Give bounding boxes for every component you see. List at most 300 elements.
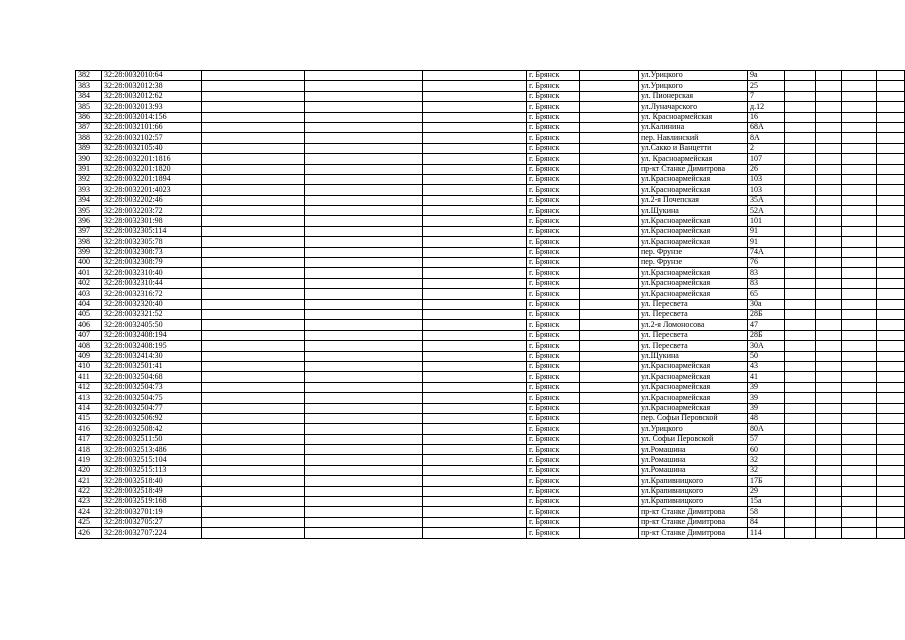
house-number-cell: 103 xyxy=(748,185,785,195)
empty-cell xyxy=(202,206,305,216)
empty-cell xyxy=(305,528,423,538)
empty-cell xyxy=(580,507,639,517)
city-cell: г. Брянск xyxy=(527,393,580,403)
cadastral-number-cell: 32:28:0032013:93 xyxy=(102,102,202,112)
empty-cell xyxy=(785,361,816,371)
city-cell: г. Брянск xyxy=(527,237,580,247)
house-number-cell: 48 xyxy=(748,413,785,423)
empty-cell xyxy=(423,247,527,257)
empty-cell xyxy=(580,299,639,309)
house-number-cell: 76 xyxy=(748,258,785,268)
city-cell: г. Брянск xyxy=(527,403,580,413)
street-cell: ул.Урицкого xyxy=(639,71,748,81)
table-row xyxy=(76,393,905,403)
row-number-cell: 397 xyxy=(76,226,102,236)
table-row xyxy=(76,81,905,91)
empty-cell xyxy=(423,330,527,340)
empty-cell xyxy=(305,403,423,413)
empty-cell xyxy=(202,289,305,299)
table-row xyxy=(76,309,905,319)
house-number-cell: 52А xyxy=(748,206,785,216)
row-number-cell: 425 xyxy=(76,517,102,527)
table-row xyxy=(76,289,905,299)
empty-cell xyxy=(580,393,639,403)
city-cell: г. Брянск xyxy=(527,206,580,216)
empty-cell xyxy=(202,268,305,278)
city-cell: г. Брянск xyxy=(527,154,580,164)
street-cell: ул.Красноармейская xyxy=(639,403,748,413)
empty-cell xyxy=(877,164,905,174)
city-cell: г. Брянск xyxy=(527,445,580,455)
table-row xyxy=(76,341,905,351)
empty-cell xyxy=(580,81,639,91)
city-cell: г. Брянск xyxy=(527,351,580,361)
row-number-cell: 400 xyxy=(76,258,102,268)
row-number-cell: 408 xyxy=(76,341,102,351)
empty-cell xyxy=(842,393,877,403)
city-cell: г. Брянск xyxy=(527,112,580,122)
city-cell: г. Брянск xyxy=(527,102,580,112)
empty-cell xyxy=(305,206,423,216)
empty-cell xyxy=(785,320,816,330)
house-number-cell: 32 xyxy=(748,455,785,465)
empty-cell xyxy=(785,195,816,205)
empty-cell xyxy=(202,122,305,132)
empty-cell xyxy=(785,185,816,195)
empty-cell xyxy=(305,154,423,164)
table-row xyxy=(76,351,905,361)
empty-cell xyxy=(580,164,639,174)
empty-cell xyxy=(202,507,305,517)
house-number-cell: 47 xyxy=(748,320,785,330)
row-number-cell: 405 xyxy=(76,309,102,319)
empty-cell xyxy=(423,268,527,278)
empty-cell xyxy=(877,174,905,184)
row-number-cell: 386 xyxy=(76,112,102,122)
row-number-cell: 385 xyxy=(76,102,102,112)
empty-cell xyxy=(785,393,816,403)
empty-cell xyxy=(785,486,816,496)
house-number-cell: 29 xyxy=(748,486,785,496)
cadastral-number-cell: 32:28:0032105:40 xyxy=(102,143,202,153)
empty-cell xyxy=(580,351,639,361)
empty-cell xyxy=(305,102,423,112)
empty-cell xyxy=(423,497,527,507)
cadastral-number-cell: 32:28:0032305:114 xyxy=(102,226,202,236)
empty-cell xyxy=(842,424,877,434)
empty-cell xyxy=(877,122,905,132)
empty-cell xyxy=(580,216,639,226)
empty-cell xyxy=(785,81,816,91)
empty-cell xyxy=(816,393,842,403)
empty-cell xyxy=(785,71,816,81)
empty-cell xyxy=(580,206,639,216)
empty-cell xyxy=(785,164,816,174)
empty-cell xyxy=(305,195,423,205)
street-cell: ул. Пересвета xyxy=(639,309,748,319)
table-row xyxy=(76,258,905,268)
empty-cell xyxy=(580,413,639,423)
table-row xyxy=(76,143,905,153)
city-cell: г. Брянск xyxy=(527,143,580,153)
empty-cell xyxy=(785,154,816,164)
empty-cell xyxy=(877,185,905,195)
empty-cell xyxy=(305,465,423,475)
table-row xyxy=(76,226,905,236)
street-cell: ул. Красноармейская xyxy=(639,112,748,122)
empty-cell xyxy=(785,216,816,226)
empty-cell xyxy=(842,486,877,496)
table-row xyxy=(76,299,905,309)
empty-cell xyxy=(816,330,842,340)
row-number-cell: 395 xyxy=(76,206,102,216)
table-row xyxy=(76,71,905,81)
empty-cell xyxy=(816,81,842,91)
empty-cell xyxy=(877,361,905,371)
empty-cell xyxy=(580,424,639,434)
empty-cell xyxy=(305,424,423,434)
house-number-cell: 68А xyxy=(748,122,785,132)
street-cell: ул. Софьи Перовской xyxy=(639,434,748,444)
cadastral-number-cell: 32:28:0032701:19 xyxy=(102,507,202,517)
house-number-cell: 43 xyxy=(748,361,785,371)
empty-cell xyxy=(816,102,842,112)
city-cell: г. Брянск xyxy=(527,216,580,226)
empty-cell xyxy=(842,309,877,319)
empty-cell xyxy=(816,507,842,517)
empty-cell xyxy=(202,216,305,226)
street-cell: ул.Ромашина xyxy=(639,465,748,475)
empty-cell xyxy=(305,247,423,257)
empty-cell xyxy=(580,226,639,236)
row-number-cell: 396 xyxy=(76,216,102,226)
empty-cell xyxy=(423,195,527,205)
row-number-cell: 392 xyxy=(76,174,102,184)
row-number-cell: 391 xyxy=(76,164,102,174)
row-number-cell: 398 xyxy=(76,237,102,247)
street-cell: ул. Пионерская xyxy=(639,91,748,101)
empty-cell xyxy=(842,434,877,444)
empty-cell xyxy=(305,445,423,455)
cadastral-number-cell: 32:28:0032201:1820 xyxy=(102,164,202,174)
empty-cell xyxy=(423,122,527,132)
empty-cell xyxy=(580,174,639,184)
table-row xyxy=(76,403,905,413)
empty-cell xyxy=(305,507,423,517)
registry-table xyxy=(75,70,905,539)
empty-cell xyxy=(816,289,842,299)
empty-cell xyxy=(816,258,842,268)
row-number-cell: 419 xyxy=(76,455,102,465)
empty-cell xyxy=(305,91,423,101)
empty-cell xyxy=(816,445,842,455)
empty-cell xyxy=(580,112,639,122)
cadastral-number-cell: 32:28:0032508:42 xyxy=(102,424,202,434)
table-row xyxy=(76,216,905,226)
cadastral-number-cell: 32:28:0032414:30 xyxy=(102,351,202,361)
empty-cell xyxy=(305,174,423,184)
empty-cell xyxy=(785,299,816,309)
row-number-cell: 402 xyxy=(76,278,102,288)
city-cell: г. Брянск xyxy=(527,174,580,184)
empty-cell xyxy=(580,309,639,319)
empty-cell xyxy=(877,465,905,475)
street-cell: ул.Красноармейская xyxy=(639,382,748,392)
empty-cell xyxy=(816,133,842,143)
cadastral-number-cell: 32:28:0032310:44 xyxy=(102,278,202,288)
empty-cell xyxy=(877,517,905,527)
street-cell: ул.Ромашина xyxy=(639,445,748,455)
table-row xyxy=(76,154,905,164)
empty-cell xyxy=(423,185,527,195)
empty-cell xyxy=(202,247,305,257)
street-cell: пер. Навлинский xyxy=(639,133,748,143)
city-cell: г. Брянск xyxy=(527,434,580,444)
empty-cell xyxy=(580,497,639,507)
empty-cell xyxy=(423,403,527,413)
empty-cell xyxy=(816,154,842,164)
empty-cell xyxy=(423,216,527,226)
street-cell: пер. Фрунзе xyxy=(639,258,748,268)
empty-cell xyxy=(785,133,816,143)
city-cell: г. Брянск xyxy=(527,122,580,132)
city-cell: г. Брянск xyxy=(527,278,580,288)
empty-cell xyxy=(816,517,842,527)
house-number-cell: 65 xyxy=(748,289,785,299)
table-row xyxy=(76,413,905,423)
table-row xyxy=(76,268,905,278)
empty-cell xyxy=(785,528,816,538)
document-sheet xyxy=(75,70,905,539)
empty-cell xyxy=(202,486,305,496)
empty-cell xyxy=(580,195,639,205)
street-cell: ул. Пересвета xyxy=(639,341,748,351)
empty-cell xyxy=(785,247,816,257)
cadastral-number-cell: 32:28:0032308:79 xyxy=(102,258,202,268)
empty-cell xyxy=(202,226,305,236)
empty-cell xyxy=(423,112,527,122)
row-number-cell: 394 xyxy=(76,195,102,205)
empty-cell xyxy=(785,403,816,413)
empty-cell xyxy=(305,278,423,288)
empty-cell xyxy=(423,372,527,382)
empty-cell xyxy=(877,351,905,361)
empty-cell xyxy=(423,351,527,361)
row-number-cell: 421 xyxy=(76,476,102,486)
city-cell: г. Брянск xyxy=(527,497,580,507)
cadastral-number-cell: 32:28:0032102:57 xyxy=(102,133,202,143)
empty-cell xyxy=(785,372,816,382)
street-cell: ул.Красноармейская xyxy=(639,361,748,371)
empty-cell xyxy=(202,143,305,153)
city-cell: г. Брянск xyxy=(527,185,580,195)
empty-cell xyxy=(842,102,877,112)
empty-cell xyxy=(785,289,816,299)
empty-cell xyxy=(580,185,639,195)
empty-cell xyxy=(816,216,842,226)
house-number-cell: 83 xyxy=(748,278,785,288)
empty-cell xyxy=(202,174,305,184)
house-number-cell: 28Б xyxy=(748,309,785,319)
street-cell: ул.2-я Почепская xyxy=(639,195,748,205)
table-row xyxy=(76,206,905,216)
empty-cell xyxy=(877,320,905,330)
empty-cell xyxy=(816,455,842,465)
house-number-cell: 39 xyxy=(748,393,785,403)
row-number-cell: 409 xyxy=(76,351,102,361)
empty-cell xyxy=(785,351,816,361)
cadastral-number-cell: 32:28:0032203:72 xyxy=(102,206,202,216)
empty-cell xyxy=(816,382,842,392)
empty-cell xyxy=(305,361,423,371)
table-row xyxy=(76,424,905,434)
empty-cell xyxy=(423,143,527,153)
empty-cell xyxy=(423,320,527,330)
street-cell: ул.Калинина xyxy=(639,122,748,132)
empty-cell xyxy=(305,164,423,174)
empty-cell xyxy=(842,71,877,81)
cadastral-number-cell: 32:28:0032504:68 xyxy=(102,372,202,382)
house-number-cell: 114 xyxy=(748,528,785,538)
empty-cell xyxy=(202,102,305,112)
empty-cell xyxy=(785,455,816,465)
empty-cell xyxy=(423,445,527,455)
street-cell: ул.Сакко и Ванцетти xyxy=(639,143,748,153)
empty-cell xyxy=(580,247,639,257)
cadastral-number-cell: 32:28:0032501:41 xyxy=(102,361,202,371)
cadastral-number-cell: 32:28:0032518:40 xyxy=(102,476,202,486)
empty-cell xyxy=(580,517,639,527)
city-cell: г. Брянск xyxy=(527,71,580,81)
row-number-cell: 417 xyxy=(76,434,102,444)
empty-cell xyxy=(816,486,842,496)
empty-cell xyxy=(785,309,816,319)
empty-cell xyxy=(580,71,639,81)
empty-cell xyxy=(785,226,816,236)
cadastral-number-cell: 32:28:0032301:98 xyxy=(102,216,202,226)
empty-cell xyxy=(423,289,527,299)
empty-cell xyxy=(842,445,877,455)
empty-cell xyxy=(842,465,877,475)
empty-cell xyxy=(842,122,877,132)
empty-cell xyxy=(202,413,305,423)
empty-cell xyxy=(580,372,639,382)
house-number-cell: 15а xyxy=(748,497,785,507)
empty-cell xyxy=(877,330,905,340)
empty-cell xyxy=(877,413,905,423)
table-row xyxy=(76,185,905,195)
house-number-cell: 91 xyxy=(748,226,785,236)
empty-cell xyxy=(816,341,842,351)
empty-cell xyxy=(842,476,877,486)
table-row xyxy=(76,361,905,371)
empty-cell xyxy=(305,434,423,444)
empty-cell xyxy=(202,372,305,382)
street-cell: ул. Пересвета xyxy=(639,330,748,340)
empty-cell xyxy=(202,71,305,81)
empty-cell xyxy=(877,528,905,538)
empty-cell xyxy=(423,413,527,423)
table-row xyxy=(76,102,905,112)
empty-cell xyxy=(816,247,842,257)
street-cell: ул.Урицкого xyxy=(639,424,748,434)
row-number-cell: 426 xyxy=(76,528,102,538)
cadastral-number-cell: 32:28:0032504:75 xyxy=(102,393,202,403)
empty-cell xyxy=(580,91,639,101)
row-number-cell: 423 xyxy=(76,497,102,507)
house-number-cell: 74А xyxy=(748,247,785,257)
empty-cell xyxy=(305,299,423,309)
empty-cell xyxy=(423,206,527,216)
house-number-cell: 7 xyxy=(748,91,785,101)
city-cell: г. Брянск xyxy=(527,330,580,340)
street-cell: ул.2-я Ломоносова xyxy=(639,320,748,330)
cadastral-number-cell: 32:28:0032504:77 xyxy=(102,403,202,413)
empty-cell xyxy=(877,403,905,413)
cadastral-number-cell: 32:28:0032308:73 xyxy=(102,247,202,257)
empty-cell xyxy=(580,486,639,496)
street-cell: ул.Красноармейская xyxy=(639,216,748,226)
table-row xyxy=(76,455,905,465)
empty-cell xyxy=(816,372,842,382)
row-number-cell: 399 xyxy=(76,247,102,257)
registry-body xyxy=(76,71,905,539)
empty-cell xyxy=(202,497,305,507)
empty-cell xyxy=(877,206,905,216)
empty-cell xyxy=(305,341,423,351)
empty-cell xyxy=(423,309,527,319)
empty-cell xyxy=(785,465,816,475)
street-cell: пр-кт Станке Димитрова xyxy=(639,507,748,517)
empty-cell xyxy=(423,434,527,444)
empty-cell xyxy=(202,455,305,465)
empty-cell xyxy=(423,341,527,351)
empty-cell xyxy=(305,122,423,132)
empty-cell xyxy=(877,112,905,122)
house-number-cell: 107 xyxy=(748,154,785,164)
empty-cell xyxy=(877,382,905,392)
empty-cell xyxy=(842,268,877,278)
empty-cell xyxy=(842,226,877,236)
empty-cell xyxy=(423,71,527,81)
empty-cell xyxy=(423,133,527,143)
city-cell: г. Брянск xyxy=(527,382,580,392)
empty-cell xyxy=(842,372,877,382)
table-row xyxy=(76,372,905,382)
empty-cell xyxy=(785,424,816,434)
empty-cell xyxy=(785,382,816,392)
empty-cell xyxy=(816,122,842,132)
empty-cell xyxy=(423,465,527,475)
cadastral-number-cell: 32:28:0032405:50 xyxy=(102,320,202,330)
empty-cell xyxy=(842,133,877,143)
empty-cell xyxy=(877,455,905,465)
empty-cell xyxy=(305,497,423,507)
empty-cell xyxy=(816,320,842,330)
empty-cell xyxy=(202,195,305,205)
cadastral-number-cell: 32:28:0032511:50 xyxy=(102,434,202,444)
empty-cell xyxy=(580,434,639,444)
empty-cell xyxy=(785,91,816,101)
empty-cell xyxy=(202,424,305,434)
empty-cell xyxy=(202,278,305,288)
empty-cell xyxy=(785,434,816,444)
empty-cell xyxy=(816,434,842,444)
empty-cell xyxy=(816,476,842,486)
empty-cell xyxy=(580,403,639,413)
empty-cell xyxy=(202,237,305,247)
empty-cell xyxy=(580,258,639,268)
